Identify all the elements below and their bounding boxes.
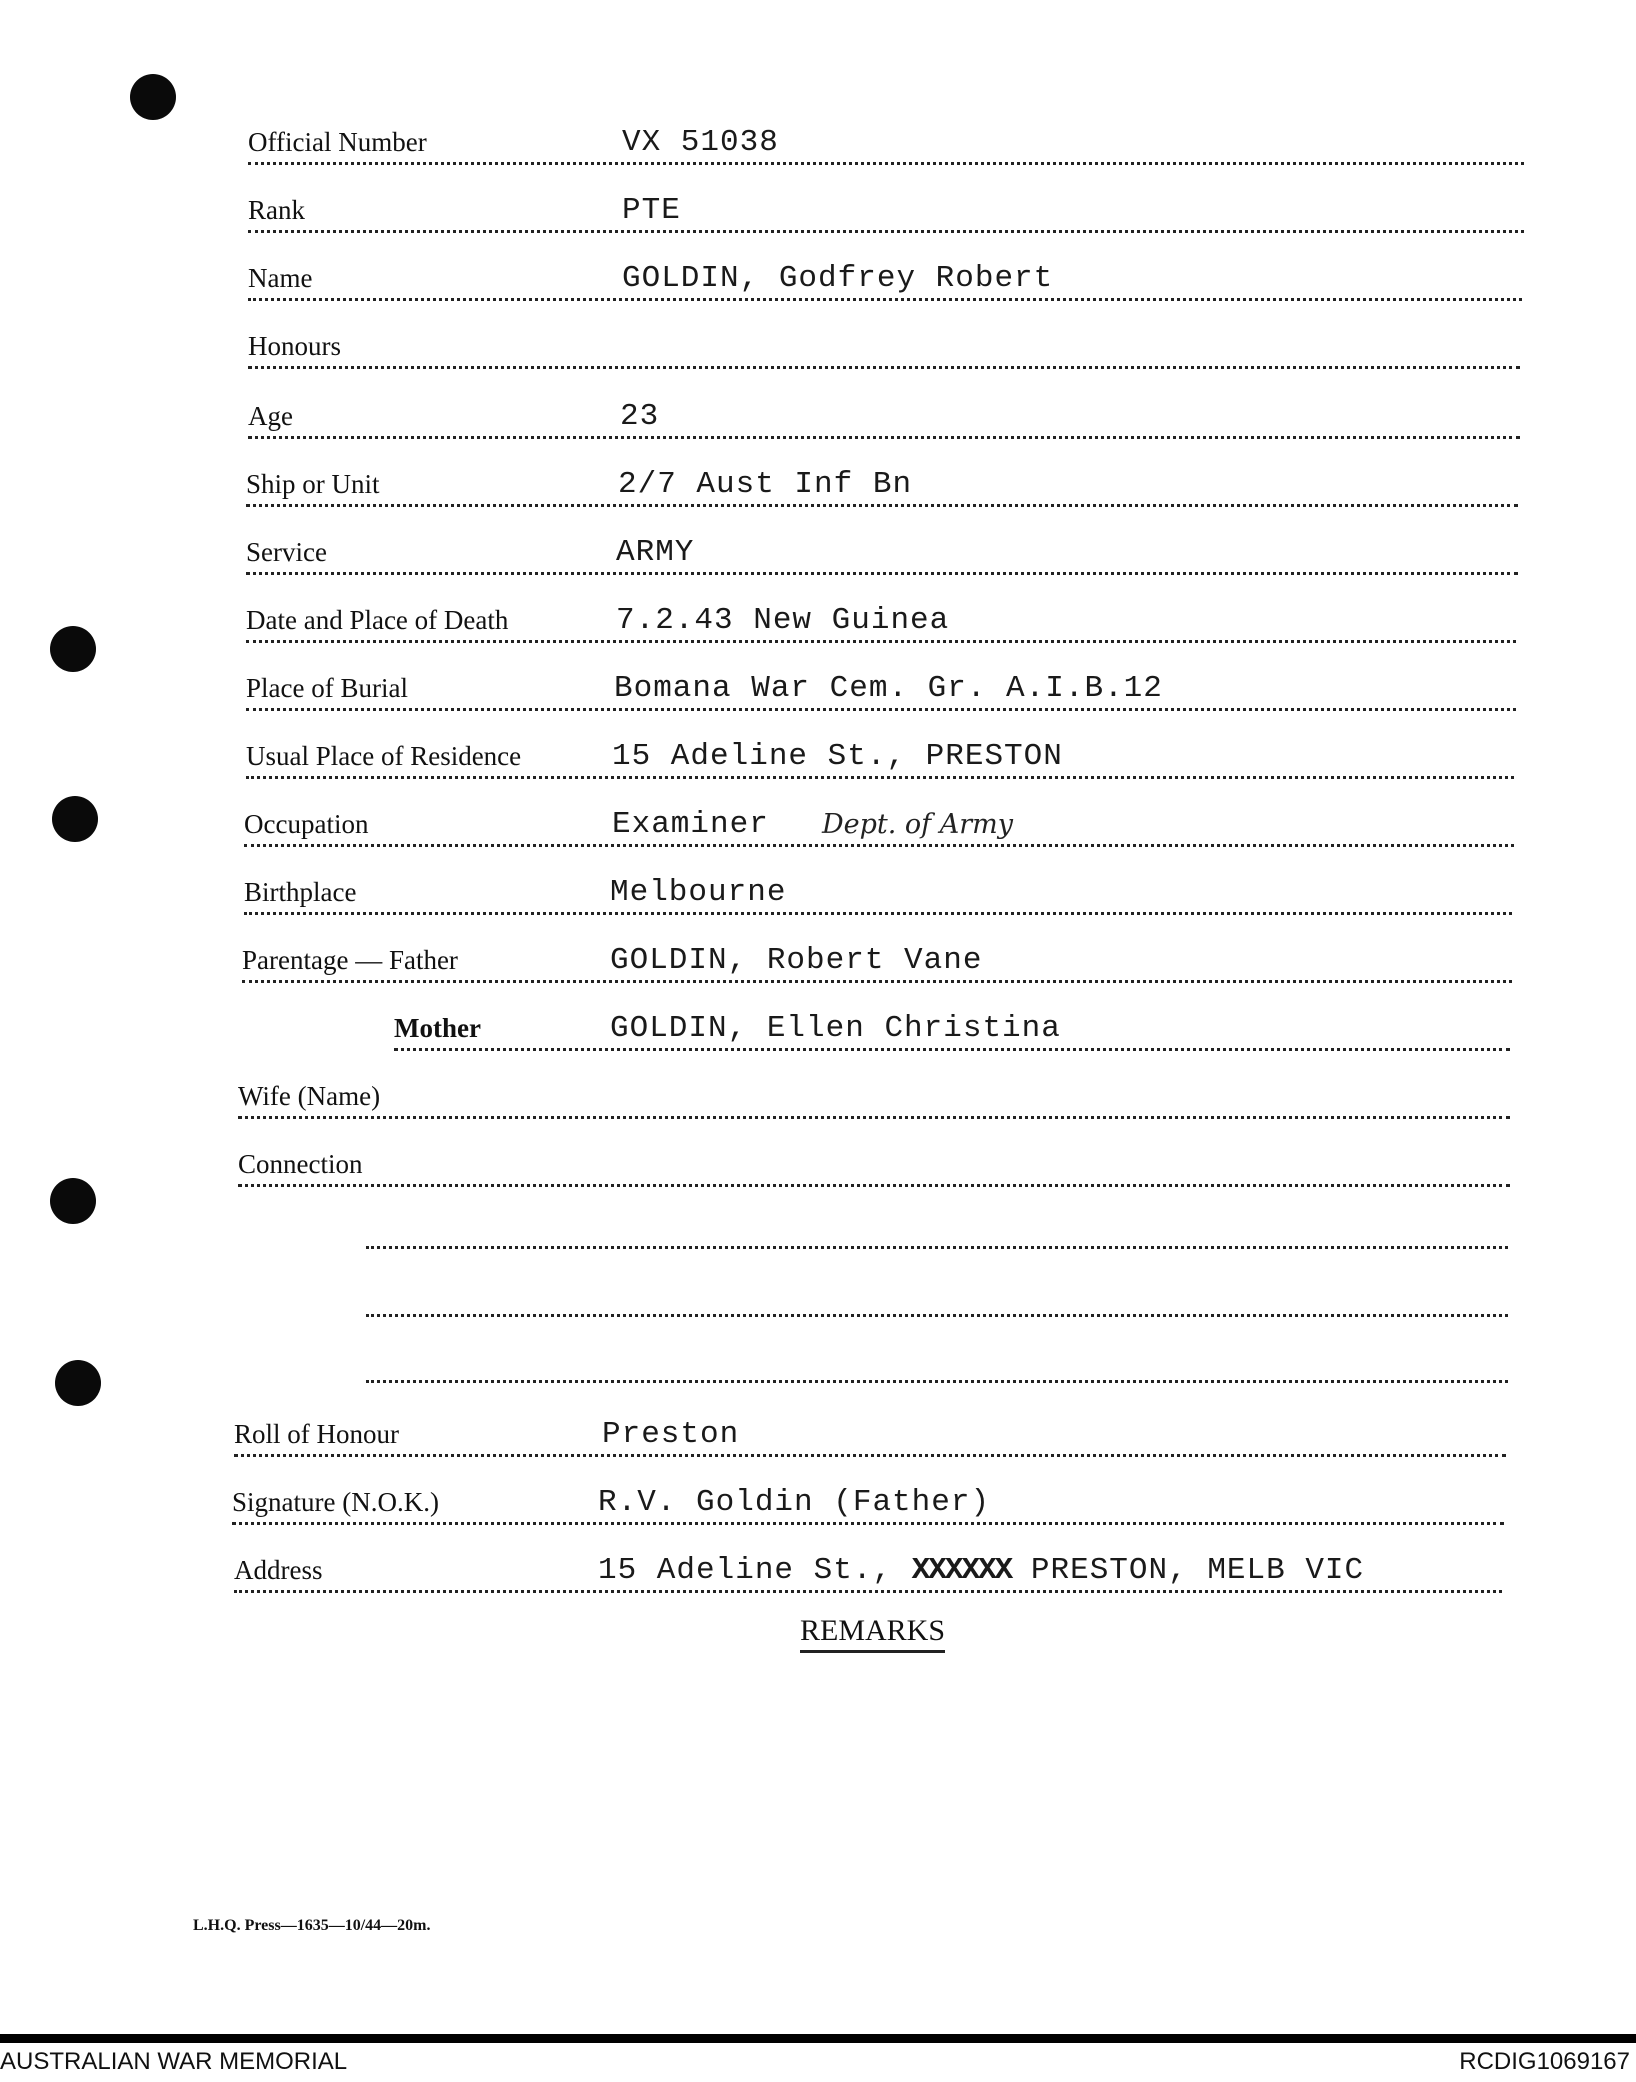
field-value: R.V. Goldin (Father)	[598, 1485, 991, 1520]
form-row-roll-of-honour	[234, 1417, 1506, 1457]
handwritten-note: Dept. of Army	[822, 809, 1014, 840]
punch-hole	[52, 796, 98, 842]
field-value: ARMY	[616, 535, 695, 570]
form-row-signature	[232, 1485, 1504, 1525]
punch-hole	[55, 1360, 101, 1406]
field-label: Mother	[394, 1013, 485, 1044]
punch-hole	[50, 1178, 96, 1224]
press-line: L.H.Q. Press—1635—10/44—20m.	[193, 1917, 431, 1934]
field-value: 2/7 Aust Inf Bn	[618, 467, 913, 502]
field-label: Birthplace	[244, 877, 360, 908]
blank-line	[366, 1246, 1508, 1249]
remarks-heading: REMARKS	[800, 1614, 945, 1653]
blank-line	[366, 1314, 1508, 1317]
form-row-honours	[248, 332, 1520, 369]
field-value: GOLDIN, Robert Vane	[610, 943, 983, 978]
form-row-occupation	[244, 807, 1514, 847]
field-value: 7.2.43 New Guinea	[616, 603, 950, 638]
form-row-birthplace	[244, 875, 1512, 915]
blank-line	[366, 1380, 1508, 1383]
form-row-ship-or-unit	[246, 467, 1518, 507]
field-value: GOLDIN, Ellen Christina	[610, 1011, 1061, 1046]
field-value: 23	[620, 399, 660, 434]
field-label: Date and Place of Death	[246, 605, 512, 636]
field-value: Bomana War Cem. Gr. A.I.B.12	[614, 671, 1163, 706]
field-label: Age	[248, 401, 297, 432]
form-row-rank	[248, 193, 1524, 233]
form-row-wife	[238, 1082, 1510, 1119]
field-value: Preston	[602, 1417, 740, 1452]
form-row-name	[248, 261, 1522, 301]
footer-archive-name: AUSTRALIAN WAR MEMORIAL	[0, 2048, 348, 2075]
form-row-mother	[394, 1011, 1510, 1051]
field-label: Connection	[238, 1149, 366, 1180]
form-row-usual-residence	[246, 739, 1514, 779]
field-value	[598, 1553, 1364, 1588]
field-label: Parentage — Father	[242, 945, 462, 976]
form-row-date-place-of-death	[246, 603, 1516, 643]
field-value: PTE	[622, 193, 681, 228]
field-value: GOLDIN, Godfrey Robert	[622, 261, 1054, 296]
form-row-official-number	[248, 125, 1524, 165]
field-value: VX 51038	[622, 125, 779, 160]
footer-record-id: RCDIG1069167	[1459, 2048, 1630, 2075]
form-row-father	[242, 943, 1512, 983]
footer-bar	[0, 2034, 1636, 2043]
field-value: Examiner	[612, 807, 769, 842]
field-label: Signature (N.O.K.)	[232, 1487, 443, 1518]
form-row-address	[234, 1553, 1502, 1593]
punch-hole	[50, 626, 96, 672]
field-label: Address	[234, 1555, 327, 1586]
address-start: 15 Adeline St.,	[598, 1553, 893, 1588]
field-label: Rank	[248, 195, 309, 226]
struck-text: XXXXXX	[911, 1553, 1012, 1588]
punch-hole	[130, 74, 176, 120]
address-end: PRESTON, MELB VIC	[1030, 1553, 1365, 1588]
field-value: Melbourne	[610, 875, 787, 910]
field-label: Usual Place of Residence	[246, 741, 525, 772]
form-row-service	[246, 535, 1518, 575]
field-label: Official Number	[248, 127, 431, 158]
form-row-place-of-burial	[246, 671, 1516, 711]
field-label: Service	[246, 537, 331, 568]
form-row-connection	[238, 1150, 1510, 1187]
field-label: Roll of Honour	[234, 1419, 403, 1450]
field-label: Place of Burial	[246, 673, 412, 704]
field-label: Honours	[248, 331, 345, 362]
field-label: Ship or Unit	[246, 469, 384, 500]
field-label: Name	[248, 263, 316, 294]
field-label: Occupation	[244, 809, 372, 840]
field-value: 15 Adeline St., PRESTON	[612, 739, 1063, 774]
field-label: Wife (Name)	[238, 1081, 384, 1112]
form-row-age	[248, 399, 1520, 439]
